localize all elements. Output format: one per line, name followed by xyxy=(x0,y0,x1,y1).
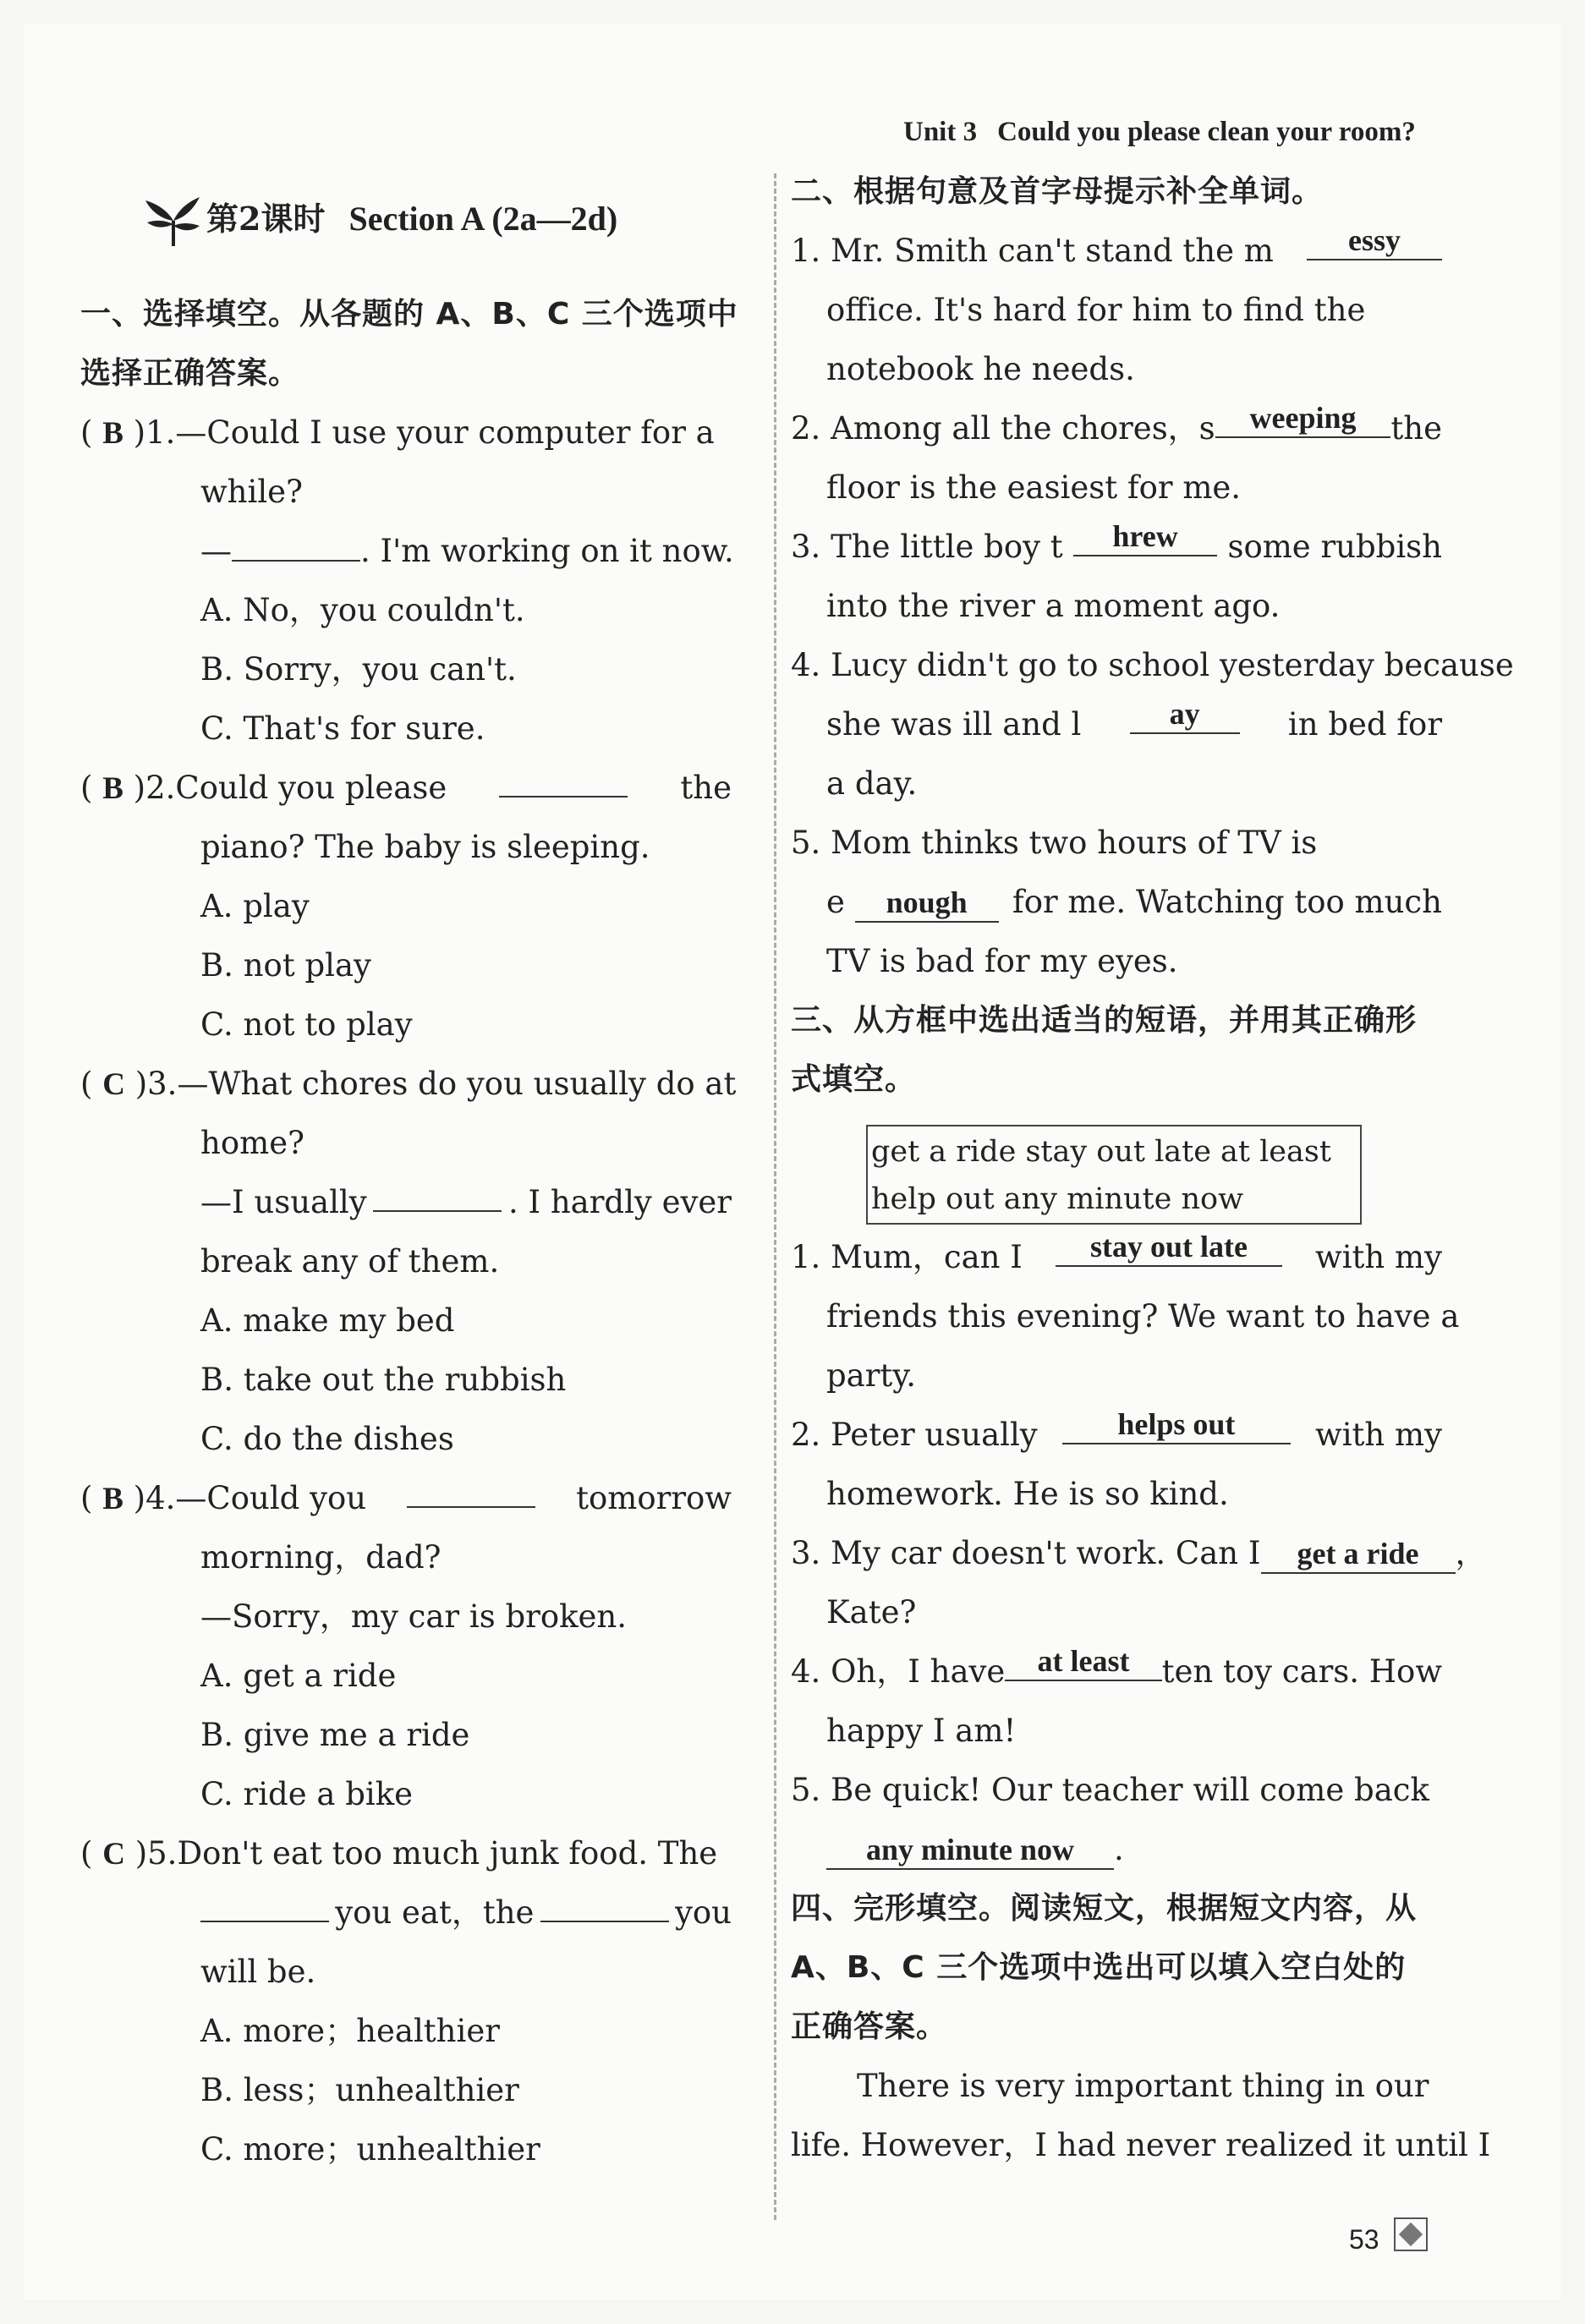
p2q5-pre: e xyxy=(826,884,845,920)
q3-reply-b: . I hardly ever xyxy=(507,1184,732,1220)
diamond-icon xyxy=(1394,2217,1428,2251)
q1-blank[interactable] xyxy=(232,523,360,562)
p3-question-3 xyxy=(791,1524,1487,1583)
question-1: ( B )1.—Could I use your computer for a xyxy=(80,414,715,451)
p2q5-post: for me. Watching too much xyxy=(1012,884,1442,920)
p2q5-line2 xyxy=(791,873,1442,932)
phrase-box-line2: help out any minute now xyxy=(871,1182,1244,1216)
q5-stem-cont xyxy=(80,1883,732,1943)
phrase-box xyxy=(866,1125,1362,1225)
cloze-paragraph-line1: There is very important thing in our xyxy=(857,2068,1429,2104)
q1-option-a: A. No，you couldn't. xyxy=(200,592,525,628)
part3-heading: 三、从方框中选出适当的短语，并用其正确形 xyxy=(791,1003,1418,1038)
q3-option-b: B. take out the rubbish xyxy=(200,1362,567,1398)
p3q1-line2: friends this evening? We want to have a xyxy=(826,1298,1460,1335)
q5-option-a: A. more；healthier xyxy=(200,2013,500,2049)
q3-reply-a: —I usually xyxy=(200,1184,367,1220)
q5-stem-2a: you eat，the xyxy=(335,1894,535,1931)
p2-question-1 xyxy=(791,222,1442,281)
p3q5-answer: any minute now xyxy=(826,1831,1114,1870)
q5-stem-2b: you xyxy=(674,1894,732,1931)
p2q2-post: the xyxy=(1390,410,1442,447)
p3q3-pre: My car doesn't work. Can I xyxy=(831,1535,1261,1571)
p2q2-answer: weeping xyxy=(1215,399,1391,438)
p2q4-line3: a day. xyxy=(826,765,918,802)
p3q1-post: with my xyxy=(1315,1239,1442,1275)
question-5: ( C )5.Don't eat too much junk food. The xyxy=(80,1835,718,1872)
p3q1-number: 1. xyxy=(791,1239,821,1275)
p2q4-text: Lucy didn't go to school yesterday because xyxy=(831,647,1514,683)
p2q1-text: Mr. Smith can't stand the m xyxy=(831,233,1274,269)
q1-number: )1. xyxy=(133,414,176,451)
p2-question-4 xyxy=(791,636,1514,695)
p2q5-answer: nough xyxy=(855,884,999,923)
q2-option-b: B. not play xyxy=(200,947,371,984)
q2-stem-cont: piano? The baby is sleeping. xyxy=(200,829,650,865)
q2-option-a: A. play xyxy=(200,888,310,924)
q3-stem-cont: home? xyxy=(200,1125,304,1161)
p3-question-4 xyxy=(791,1642,1442,1702)
p3q4-answer: at least xyxy=(1005,1642,1161,1681)
p2q2-text: Among all the chores，s xyxy=(831,410,1215,447)
part4-heading-cont-2: 正确答案。 xyxy=(791,2009,948,2044)
p3q4-line2: happy I am! xyxy=(826,1713,1017,1749)
p3q1-line3: party. xyxy=(826,1357,917,1394)
p3q3-post: ， xyxy=(1455,1535,1487,1571)
q1-stem-cont: while? xyxy=(200,474,303,510)
q3-blank[interactable] xyxy=(373,1173,502,1212)
p2q3-post: some rubbish xyxy=(1227,529,1442,565)
q1-answer: B xyxy=(102,416,123,451)
q1-reply xyxy=(80,522,732,581)
p3q5-post: . xyxy=(1114,1831,1124,1867)
p3q3-answer: get a ride xyxy=(1261,1535,1456,1574)
q4-option-c: C. ride a bike xyxy=(200,1776,414,1812)
phrase-box-line1: get a ride stay out late at least xyxy=(871,1135,1331,1169)
p3q3-line2: Kate? xyxy=(826,1594,917,1631)
p2q5-line3: TV is bad for my eyes. xyxy=(826,943,1178,979)
p3q5-text: Be quick! Our teacher will come back xyxy=(831,1772,1429,1808)
p2q1-line2: office. It's hard for him to find the xyxy=(826,292,1366,328)
p2q3-text: The little boy t xyxy=(831,529,1063,565)
lesson-section: Section A (2a—2d) xyxy=(348,200,618,238)
p2q3-line2: into the river a moment ago. xyxy=(826,588,1281,624)
column-divider xyxy=(774,173,776,2220)
part4-heading-cont: A、B、C 三个选项中选出可以填入空白处的 xyxy=(791,1950,1407,1985)
q4-stem-b: tomorrow xyxy=(576,1480,732,1516)
p3q2-line2: homework. He is so kind. xyxy=(826,1476,1229,1512)
p3-question-1 xyxy=(791,1228,1442,1287)
part3-heading-cont: 式填空。 xyxy=(791,1062,917,1097)
p3q3-number: 3. xyxy=(791,1535,821,1571)
lesson-title xyxy=(144,193,617,249)
q3-number: )3. xyxy=(134,1066,178,1102)
part1-heading-cont: 选择正确答案。 xyxy=(80,356,300,391)
q2-blank[interactable] xyxy=(499,759,628,798)
q5-stem: Don't eat too much junk food. The xyxy=(177,1835,718,1872)
p3-question-2 xyxy=(791,1406,1442,1465)
q4-stem-cont: morning，dad? xyxy=(200,1539,441,1576)
lesson-number: 第2课时 xyxy=(206,200,326,238)
p2q5-number: 5. xyxy=(791,825,821,861)
part2-heading: 二、根据句意及首字母提示补全单词。 xyxy=(791,174,1324,209)
q4-blank[interactable] xyxy=(407,1469,535,1508)
q5-stem-cont-2: will be. xyxy=(200,1954,316,1990)
q4-option-b: B. give me a ride xyxy=(200,1717,470,1753)
p3q2-number: 2. xyxy=(791,1417,821,1453)
question-4: ( B )4.—Could you tomorrow xyxy=(80,1469,732,1528)
unit-title: Could you please clean your room? xyxy=(997,117,1416,147)
part4-heading: 四、完形填空。阅读短文，根据短文内容，从 xyxy=(791,1891,1418,1926)
p2q2-line2: floor is the easiest for me. xyxy=(826,469,1242,506)
p3q1-pre: Mum，can I xyxy=(831,1239,1023,1275)
p2q4-answer: ay xyxy=(1130,695,1240,734)
p3q4-post: ten toy cars. How xyxy=(1161,1653,1442,1690)
q4-reply: —Sorry，my car is broken. xyxy=(200,1598,628,1635)
q3-stem: —What chores do you usually do at xyxy=(177,1066,737,1102)
p2-question-2 xyxy=(791,399,1442,458)
p3q2-post: with my xyxy=(1315,1417,1442,1453)
q1-dash: — xyxy=(200,533,232,569)
unit-label: Unit 3 xyxy=(903,117,978,147)
leaf-logo-icon xyxy=(144,195,203,249)
q1-stem: —Could I use your computer for a xyxy=(175,414,715,451)
q4-stem: —Could you xyxy=(175,1480,367,1516)
q5-option-c: C. more；unhealthier xyxy=(200,2131,540,2168)
p3q1-answer: stay out late xyxy=(1056,1228,1282,1267)
q1-option-c: C. That's for sure. xyxy=(200,710,485,747)
q5-number: )5. xyxy=(134,1835,178,1872)
p3q2-answer: helps out xyxy=(1062,1406,1291,1444)
p3q4-number: 4. xyxy=(791,1653,821,1690)
q2-answer: B xyxy=(102,771,123,806)
q3-stem-cont-2: break any of them. xyxy=(200,1243,500,1280)
p2q1-line3: notebook he needs. xyxy=(826,351,1135,387)
p3q5-number: 5. xyxy=(791,1772,821,1808)
p2-question-3 xyxy=(791,518,1442,577)
question-2: ( B )2.Could you please the xyxy=(80,759,732,818)
q3-reply xyxy=(80,1173,732,1232)
q5-option-b: B. less；unhealthier xyxy=(200,2072,519,2108)
p2q4-post: in bed for xyxy=(1287,706,1442,743)
part1-heading: 一、选择填空。从各题的 A、B、C 三个选项中 xyxy=(80,297,738,332)
cloze-paragraph-line2: life. However，I had never realized it until I xyxy=(791,2127,1491,2163)
q5-blank-2[interactable] xyxy=(540,1883,669,1922)
p3q5-line2 xyxy=(791,1820,1442,1879)
q2-option-c: C. not to play xyxy=(200,1006,413,1043)
page-number: 53 xyxy=(1349,2224,1379,2255)
q1-option-b: B. Sorry，you can't. xyxy=(200,651,517,688)
p2q3-answer: hrew xyxy=(1073,518,1217,556)
p2q4-pre: she was ill and l xyxy=(826,706,1082,743)
p2q1-answer: essy xyxy=(1307,222,1442,260)
q1-reply-text: . I'm working on it now. xyxy=(360,533,734,569)
p2q3-number: 3. xyxy=(791,529,821,565)
p2q4-number: 4. xyxy=(791,647,821,683)
q5-blank-1[interactable] xyxy=(200,1883,329,1922)
question-3: ( C )3.—What chores do you usually do at xyxy=(80,1066,737,1102)
left-column xyxy=(80,285,738,2179)
q2-stem: Could you please xyxy=(175,770,447,806)
q4-answer: B xyxy=(102,1482,123,1516)
p2q2-number: 2. xyxy=(791,410,821,447)
p2q4-line2 xyxy=(791,695,1442,754)
running-header xyxy=(903,117,1416,148)
q4-option-a: A. get a ride xyxy=(200,1658,397,1694)
p3-question-5 xyxy=(791,1761,1442,1820)
p3q2-pre: Peter usually xyxy=(831,1417,1038,1453)
q3-option-a: A. make my bed xyxy=(200,1302,455,1339)
q2-stem-b: the xyxy=(680,770,732,806)
p2q1-number: 1. xyxy=(791,233,821,269)
p2q5-text: Mom thinks two hours of TV is xyxy=(831,825,1318,861)
q3-answer: C xyxy=(102,1067,125,1102)
p2-question-5 xyxy=(791,814,1442,873)
q5-answer: C xyxy=(102,1837,125,1872)
p3q4-pre: Oh，I have xyxy=(831,1653,1006,1690)
q2-number: )2. xyxy=(133,770,176,806)
q4-number: )4. xyxy=(133,1480,176,1516)
q3-option-c: C. do the dishes xyxy=(200,1421,454,1457)
